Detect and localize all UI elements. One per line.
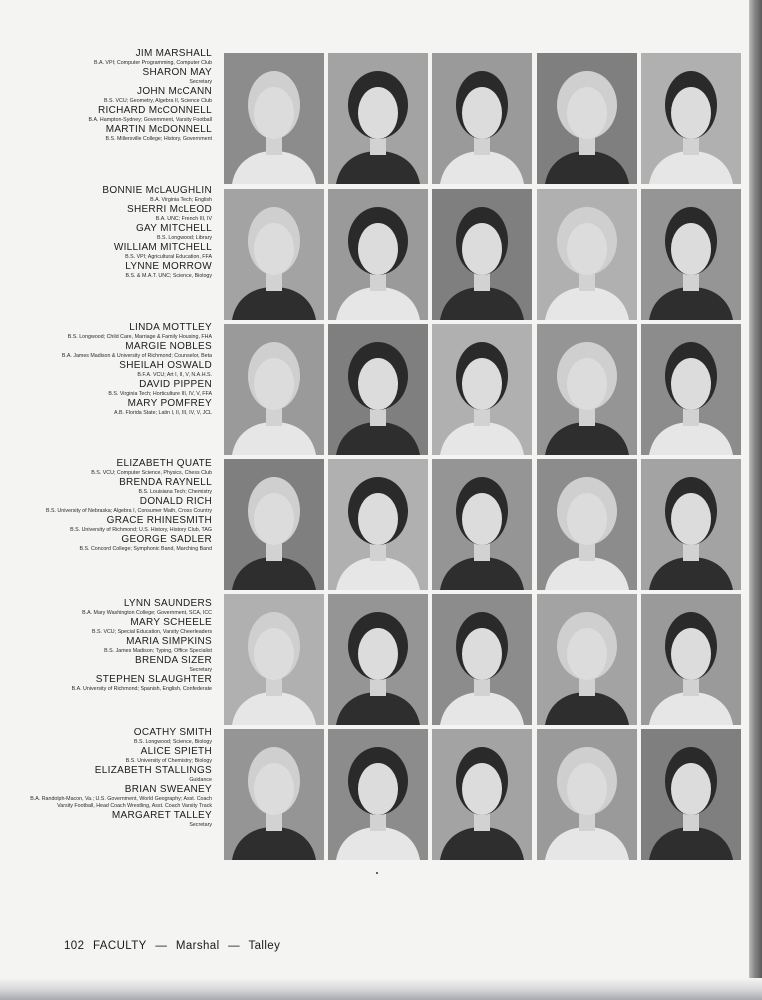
portrait-photo — [432, 729, 532, 860]
faculty-description: B.S. James Madison; Typing, Office Specialist — [104, 648, 212, 654]
name-group-row-1 — [0, 48, 212, 143]
faculty-description: B.S. Longwood; Library — [156, 235, 212, 241]
faculty-description: B.S. University of Richmond; U.S. History, History Club, TAG — [70, 527, 212, 533]
page-number: 102 — [64, 940, 85, 952]
portrait-photo — [224, 53, 324, 184]
faculty-entry — [0, 398, 212, 417]
faculty-description: B.A. Mary Washington College; Government, SCA, ICC — [82, 610, 212, 616]
faculty-entry — [0, 261, 212, 280]
portrait-photo — [328, 324, 428, 455]
faculty-entry — [0, 204, 212, 223]
name-group-row-5 — [0, 598, 212, 693]
portrait-photo — [432, 53, 532, 184]
portrait-photo — [224, 189, 324, 320]
portrait-photo — [641, 594, 741, 725]
faculty-description: B.F.A. VCU; Art I, II, V, N.A.H.S. — [137, 372, 212, 378]
faculty-entry — [0, 674, 212, 693]
faculty-entry — [0, 67, 212, 86]
faculty-portrait — [328, 729, 428, 860]
faculty-portrait — [641, 594, 741, 725]
faculty-entry — [0, 598, 212, 617]
faculty-portrait — [432, 324, 532, 455]
faculty-name: ALICE SPIETH — [140, 746, 212, 757]
portrait-photo — [537, 189, 637, 320]
faculty-entry — [0, 379, 212, 398]
range-end: Talley — [248, 940, 281, 952]
faculty-portrait — [641, 729, 741, 860]
faculty-entry — [0, 515, 212, 534]
name-group-row-3 — [0, 322, 212, 417]
faculty-name: ELIZABETH STALLINGS — [94, 765, 212, 776]
faculty-name: GEORGE SADLER — [121, 534, 212, 545]
faculty-portrait — [641, 53, 741, 184]
faculty-entry — [0, 617, 212, 636]
faculty-portrait — [328, 459, 428, 590]
faculty-description: B.A. Randolph-Macon, Va.; U.S. Government, World Geography; Asst. Coach Varsity Football, Head Coach Wrestling, Asst. Coach Varsity Track — [30, 796, 212, 809]
portrait-photo — [328, 189, 428, 320]
faculty-portrait — [641, 324, 741, 455]
faculty-name: LINDA MOTTLEY — [129, 322, 212, 333]
faculty-portrait — [537, 729, 637, 860]
faculty-entry — [0, 48, 212, 67]
faculty-portrait — [432, 459, 532, 590]
faculty-name: JOHN McCANN — [137, 86, 212, 97]
faculty-description: B.A. VPI; Computer Programming, Computer Club — [93, 60, 212, 66]
faculty-entry — [0, 185, 212, 204]
portrait-photo — [432, 189, 532, 320]
faculty-entry — [0, 636, 212, 655]
faculty-portrait — [224, 729, 324, 860]
page-footer — [64, 940, 285, 952]
faculty-portrait — [537, 594, 637, 725]
faculty-name: BRENDA SIZER — [135, 655, 212, 666]
faculty-portrait — [537, 459, 637, 590]
portrait-photo — [224, 729, 324, 860]
faculty-entry — [0, 765, 212, 784]
faculty-portrait — [641, 459, 741, 590]
faculty-portrait — [224, 189, 324, 320]
faculty-name: WILLIAM MITCHELL — [113, 242, 212, 253]
portrait-photo — [537, 459, 637, 590]
faculty-description: Secretary — [189, 822, 212, 828]
faculty-description: Secretary — [189, 79, 212, 85]
faculty-entry — [0, 810, 212, 829]
portrait-photo — [328, 594, 428, 725]
section-title: FACULTY — [93, 940, 147, 952]
faculty-description: B.A. UNC; French III, IV — [155, 216, 212, 222]
faculty-entry — [0, 746, 212, 765]
faculty-portrait — [328, 324, 428, 455]
faculty-description: B.S. Longwood; Science, Biology — [133, 739, 212, 745]
portrait-photo — [224, 459, 324, 590]
faculty-name: GAY MITCHELL — [135, 223, 212, 234]
faculty-entry — [0, 477, 212, 496]
faculty-portrait — [432, 729, 532, 860]
faculty-entry — [0, 105, 212, 124]
faculty-name: STEPHEN SLAUGHTER — [95, 674, 212, 685]
faculty-description: B.A. University of Richmond; Spanish, English, Confederate — [71, 686, 212, 692]
faculty-name: MARIA SIMPKINS — [126, 636, 212, 647]
portrait-photo — [641, 53, 741, 184]
faculty-name: BONNIE McLAUGHLIN — [102, 185, 212, 196]
page-edge — [749, 0, 762, 1000]
faculty-entry — [0, 727, 212, 746]
faculty-portrait — [328, 189, 428, 320]
faculty-entry — [0, 458, 212, 477]
portrait-photo — [537, 594, 637, 725]
faculty-description: B.S. University of Chemistry; Biology — [125, 758, 212, 764]
faculty-description: Guidance — [189, 777, 212, 783]
faculty-description: B.S. Virginia Tech; Horticulture III, IV, V, FFA — [108, 391, 212, 397]
faculty-portrait — [328, 53, 428, 184]
faculty-portrait — [432, 594, 532, 725]
name-group-row-2 — [0, 185, 212, 280]
portrait-photo — [537, 324, 637, 455]
faculty-name: MARGARET TALLEY — [111, 810, 212, 821]
faculty-name: MARTIN McDONNELL — [105, 124, 212, 135]
faculty-description: B.S. Millersville College; History, Government — [105, 136, 212, 142]
faculty-entry — [0, 124, 212, 143]
portrait-photo — [432, 324, 532, 455]
faculty-name: OCATHY SMITH — [133, 727, 212, 738]
faculty-description: B.S. Louisiana Tech; Chemistry — [138, 489, 212, 495]
faculty-name: BRENDA RAYNELL — [119, 477, 212, 488]
faculty-description: B.S. Concord College; Symphonic Band, Marching Band — [79, 546, 212, 552]
faculty-portrait — [224, 53, 324, 184]
name-group-row-4 — [0, 458, 212, 553]
print-speck — [376, 872, 378, 874]
footer-separator: — — [228, 940, 241, 952]
faculty-name: LYNN SAUNDERS — [123, 598, 212, 609]
faculty-name: BRIAN SWEANEY — [124, 784, 212, 795]
faculty-entry — [0, 223, 212, 242]
faculty-description: B.A. Virginia Tech; English — [150, 197, 212, 203]
faculty-name: DONALD RICH — [139, 496, 212, 507]
portrait-photo — [641, 459, 741, 590]
faculty-portrait — [328, 594, 428, 725]
portrait-photo — [537, 53, 637, 184]
faculty-portrait — [224, 459, 324, 590]
portrait-photo — [224, 594, 324, 725]
faculty-entry — [0, 784, 212, 810]
faculty-portrait — [537, 324, 637, 455]
faculty-name: SHEILAH OSWALD — [119, 360, 212, 371]
faculty-name: RICHARD McCONNELL — [97, 105, 212, 116]
page-bottom-edge — [0, 978, 762, 1000]
faculty-portrait — [537, 189, 637, 320]
faculty-name: SHERRI McLEOD — [126, 204, 212, 215]
portrait-photo — [537, 729, 637, 860]
faculty-description: Secretary — [189, 667, 212, 673]
faculty-description: B.S. VPI; Agricultural Education, FFA — [125, 254, 212, 260]
faculty-description: B.S. University of Nebraska; Algebra I, Consumer Math, Cross Country — [45, 508, 212, 514]
faculty-name: SHARON MAY — [142, 67, 212, 78]
faculty-name: MARGIE NOBLES — [125, 341, 212, 352]
faculty-name: JIM MARSHALL — [135, 48, 212, 59]
faculty-portrait — [641, 189, 741, 320]
faculty-description: A.B. Florida State; Latin I, II, III, IV, V, JCL — [114, 410, 212, 416]
faculty-entry — [0, 341, 212, 360]
faculty-description: B.S. VCU; Special Education, Varsity Cheerleaders — [91, 629, 212, 635]
faculty-name: LYNNE MORROW — [125, 261, 212, 272]
faculty-description: B.S. VCU; Computer Science, Physics, Chess Club — [91, 470, 212, 476]
range-start: Marshal — [175, 940, 220, 952]
faculty-name: DAVID PIPPEN — [139, 379, 212, 390]
faculty-name: MARY POMFREY — [127, 398, 212, 409]
portrait-photo — [328, 53, 428, 184]
portrait-photo — [328, 729, 428, 860]
faculty-entry — [0, 322, 212, 341]
footer-separator: — — [155, 940, 168, 952]
faculty-portrait — [432, 53, 532, 184]
faculty-portrait — [537, 53, 637, 184]
faculty-description: B.S. & M.A.T. UNC; Science, Biology — [125, 273, 212, 279]
faculty-entry — [0, 86, 212, 105]
portrait-photo — [641, 324, 741, 455]
faculty-description: B.A. James Madison & University of Richmond; Counselor, Beta — [61, 353, 212, 359]
portrait-photo — [641, 189, 741, 320]
name-group-row-6 — [0, 727, 212, 829]
faculty-name: ELIZABETH QUATE — [116, 458, 212, 469]
portrait-photo — [224, 324, 324, 455]
faculty-name: GRACE RHINESMITH — [106, 515, 212, 526]
faculty-entry — [0, 655, 212, 674]
faculty-entry — [0, 496, 212, 515]
faculty-name: MARY SCHEELE — [130, 617, 212, 628]
faculty-entry — [0, 360, 212, 379]
faculty-entry — [0, 534, 212, 553]
faculty-portrait — [224, 594, 324, 725]
portrait-photo — [328, 459, 428, 590]
portrait-photo — [432, 594, 532, 725]
faculty-entry — [0, 242, 212, 261]
faculty-description: B.A. Hampton-Sydney; Government, Varsity Football — [88, 117, 212, 123]
portrait-photo — [432, 459, 532, 590]
portrait-photo — [641, 729, 741, 860]
faculty-portrait — [432, 189, 532, 320]
faculty-portrait — [224, 324, 324, 455]
faculty-description: B.S. VCU; Geometry, Algebra II, Science Club — [104, 98, 212, 104]
faculty-description: B.S. Longwood; Child Care, Marriage & Family Housing, FHA — [67, 334, 212, 340]
